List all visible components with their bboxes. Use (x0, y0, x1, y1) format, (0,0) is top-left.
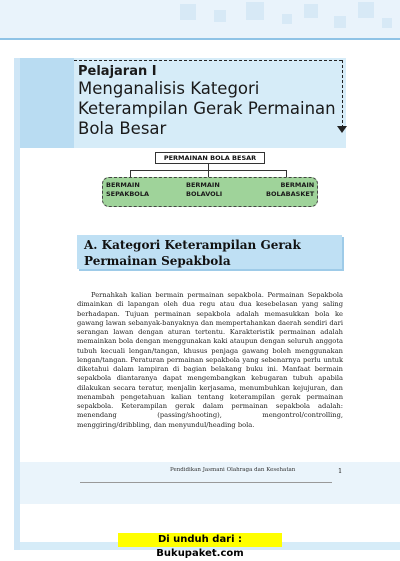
concept-map-item-bolabasket (266, 181, 314, 199)
footer-book-title: Pendidikan Jasmani Olahraga dan Kesehatan (170, 467, 296, 473)
lesson-dashed-border-right (342, 60, 343, 128)
concept-map-item-line: BOLABASKET (266, 190, 315, 198)
concept-map-item-line: BERMAIN (280, 181, 315, 189)
page-number: 1 (338, 467, 343, 475)
header-rule (0, 38, 400, 40)
body-paragraph: Pernahkah kalian bermain permainan sepakbola. Permainan Sepakbola dimainkan di lapangan oleh dua regu atau dua kesebelasan yang saling berhadapan. Tujuan permainan sepakbola adalah memasukkan bola ke gawang lawan sebanyak-banyaknya dan mempertahankan daerah sendiri dari serangan lawan dengan aturan tertentu. Karakteristik permainan adalah memainkan bola dengan menggunakan kaki ataupun dengan seluruh anggota tubuh kecuali lengan/tangan, khusus penjaga gawang boleh menggunakan lengan/tangan. Peraturan permainan sepakbola yang sebenarnya perlu untuk diketahui dalam lampiran di bagian belakang buku ini. Manfaat bermain sepakbola diantaranya dapat mengembangkan kebugaran tubuh apabila dilakukan secara teratur, menjalin kerjasama, menumbuhkan kejujuran, dan menambah pengetahuan kalian tentang keterampilan gerak permainan sepakbola. Keterampilan gerak dalam permainan sepakbola adalah: menendang (passing/shooting), mengontrol/controlling, menggiring/dribbling, dan menyundul/heading bola. (77, 291, 343, 429)
concept-map-connector (208, 163, 209, 170)
concept-map-root: PERMAINAN BOLA BESAR (155, 152, 265, 164)
body-text (77, 291, 343, 430)
lesson-title-strip (20, 58, 74, 148)
concept-map-item-line: BERMAIN (186, 181, 220, 189)
arrow-down-icon (337, 126, 347, 133)
lesson-dashed-border (74, 60, 342, 61)
lesson-label: Pelajaran I (78, 64, 157, 79)
concept-map-item-line: SEPAKBOLA (106, 190, 150, 198)
section-title: A. Kategori Keterampilan Gerak Permainan Sepakbola (84, 238, 301, 268)
concept-map-item-line: BOLAVOLI (186, 190, 223, 198)
lesson-title: Menganalisis Kategori Keterampilan Gerak Permainan Bola Besar (78, 79, 336, 138)
download-source-banner: Di unduh dari : Bukupaket.com (118, 533, 282, 547)
footer-rule (80, 482, 332, 483)
concept-map-item-sepakbola (106, 181, 149, 199)
header-band (0, 0, 400, 40)
concept-map-item-bolavoli (186, 181, 222, 199)
concept-map-item-line: BERMAIN (106, 181, 140, 189)
